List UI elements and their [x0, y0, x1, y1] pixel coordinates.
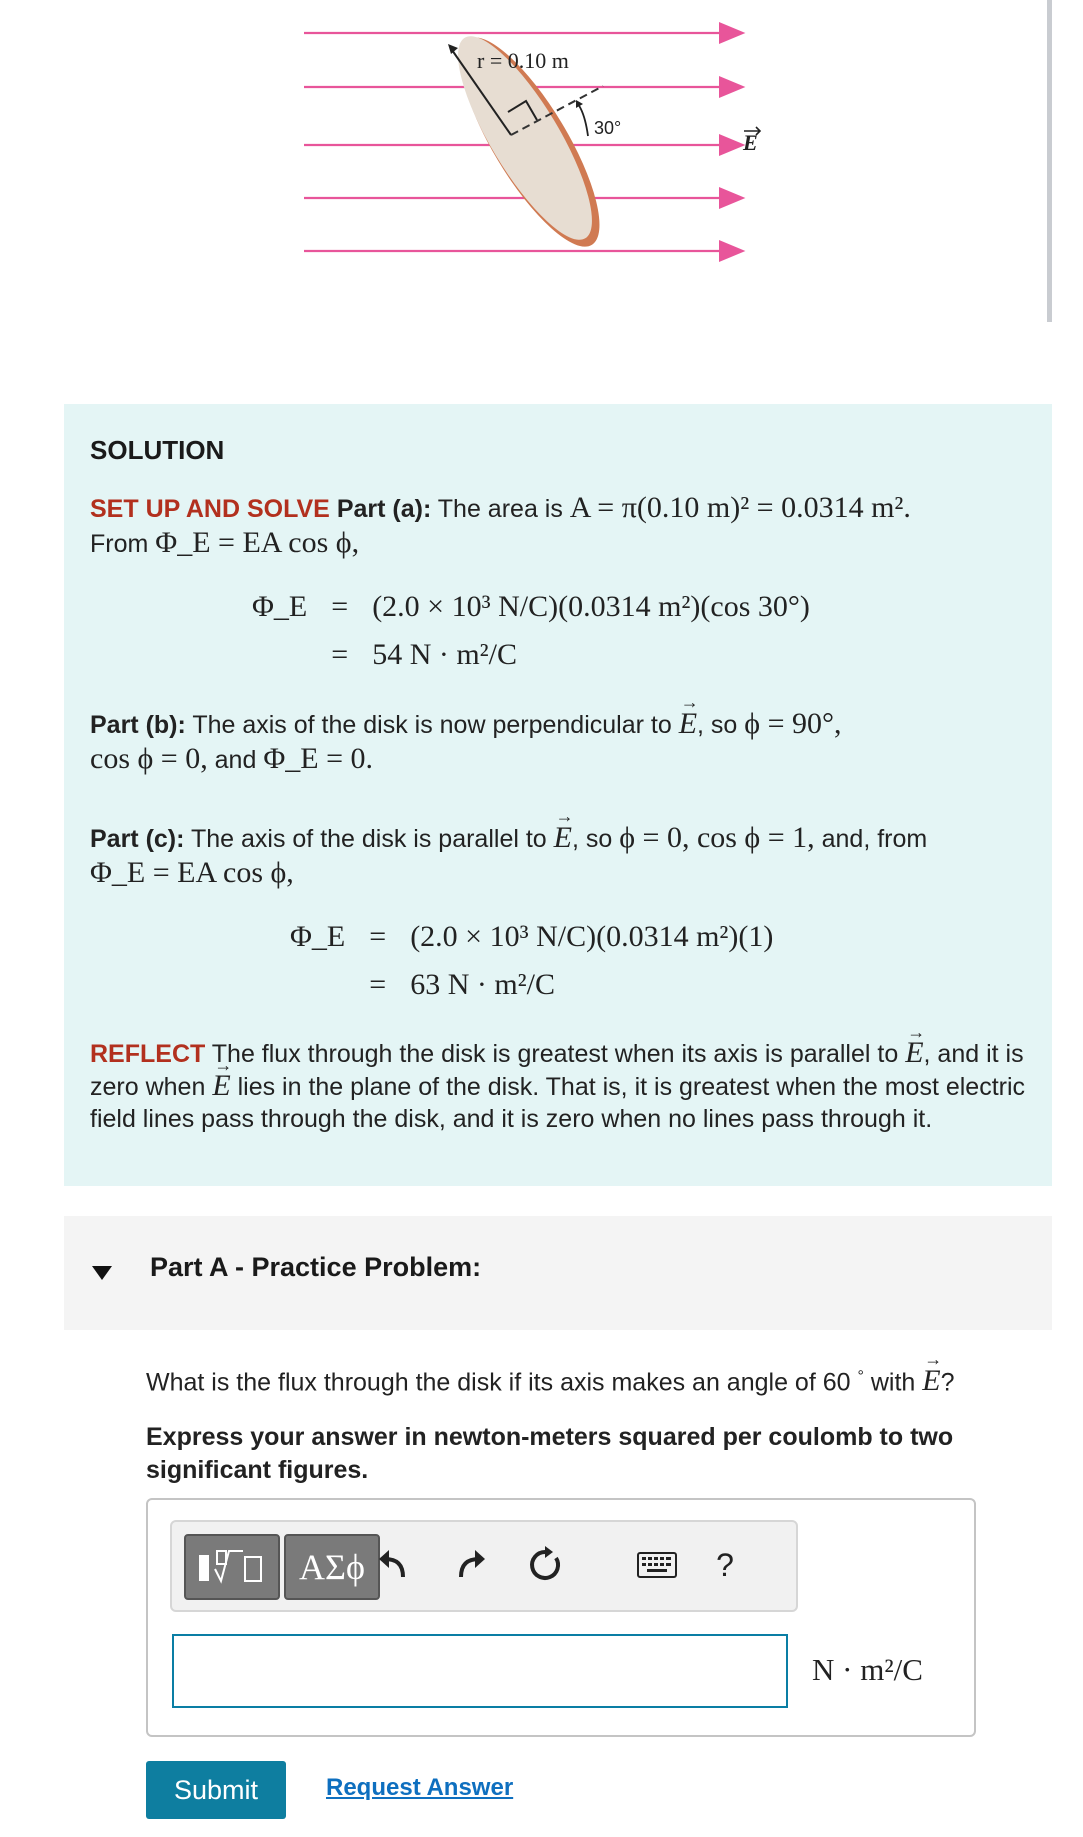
part-a-header[interactable]: [64, 1216, 1052, 1330]
part-b-paragraph: [90, 707, 1026, 777]
instruction-text: Express your answer in newton-meters squared per coulomb to two significant figures.: [146, 1423, 954, 1485]
reset-icon[interactable]: [520, 1540, 570, 1590]
reflect-paragraph: REFLECT The flux through the disk is greatest when its axis is parallel to → E, and it is zero when → E lies in the plane of the disk. That is, it is greatest when the most electric field lines pass through the disk, and it is zero when no lines pass through it.: [90, 1037, 1026, 1135]
part-a-label: Part (a):: [336, 495, 432, 523]
eq-line-1: (2.0 × 10³ N/C)(0.0314 m²)(1): [410, 920, 774, 953]
reflect-text: The flux through the disk is greatest when its axis is parallel to: [211, 1040, 899, 1068]
math-toolbar: [170, 1520, 798, 1612]
eq-lhs: Φ_E: [290, 920, 346, 953]
field-vector: → E: [922, 1364, 940, 1397]
part-b-text: and: [214, 746, 257, 774]
field-label: E: [743, 130, 758, 155]
greek-symbols-button[interactable]: ΑΣϕ: [284, 1534, 380, 1600]
eq-lhs: Φ_E: [252, 590, 308, 623]
field-vector: → E: [554, 821, 572, 854]
question-block: [146, 1360, 1026, 1487]
reflect-text: and it is zero when: [90, 1040, 1024, 1101]
from-text: From: [90, 530, 149, 558]
part-b-math: ϕ = 90°,: [744, 707, 842, 740]
setup-paragraph: [90, 491, 1026, 561]
field-vector: → E: [905, 1037, 923, 1069]
question-text: What is the flux through the disk if its axis makes an angle of 60 ° with → E?: [146, 1360, 1026, 1399]
eq-line-2: 54 N · m²/C: [372, 638, 518, 671]
area-equation: A = π(0.10 m)² = 0.0314 m².: [569, 491, 911, 524]
submit-button[interactable]: Submit: [146, 1761, 286, 1819]
flux-calc-a: [240, 583, 822, 679]
templates-button[interactable]: [184, 1534, 280, 1600]
part-c-text: , so: [571, 825, 613, 853]
eq-line-1: (2.0 × 10³ N/C)(0.0314 m²)(cos 30°): [372, 590, 810, 623]
setup-text: The area is: [437, 495, 563, 523]
solution-panel: [64, 404, 1052, 1186]
part-c-math: Φ_E = EA cos ϕ,: [90, 856, 294, 889]
request-answer-link[interactable]: Request Answer: [326, 1774, 514, 1801]
flux-calc-c: [278, 913, 785, 1009]
part-c-text: The axis of the disk is parallel to: [190, 825, 547, 853]
collapse-triangle-icon[interactable]: [92, 1266, 112, 1280]
keyboard-icon[interactable]: [632, 1540, 682, 1590]
angle-label: 30°: [594, 118, 622, 138]
part-b-text: The axis of the disk is now perpendicular to: [192, 711, 672, 739]
templates-icon: [197, 1547, 267, 1587]
reflect-text: lies in the plane of the disk. That is, it is greatest when the most electric field lines pass through the disk, and it is zero when no lines pass through it.: [90, 1073, 1026, 1133]
field-vector: → E: [212, 1070, 230, 1102]
eq-sign: =: [369, 968, 387, 1001]
part-c-text: and, from: [821, 825, 928, 853]
help-button[interactable]: ?: [716, 1546, 734, 1583]
redo-icon[interactable]: [446, 1540, 496, 1590]
reflect-heading: REFLECT: [90, 1040, 206, 1068]
part-b-math: Φ_E = 0.: [263, 742, 374, 775]
flux-formula: Φ_E = EA cos ϕ,: [155, 526, 360, 559]
scrollbar[interactable]: [1047, 0, 1052, 322]
answer-panel: [146, 1498, 976, 1737]
part-c-label: Part (c):: [90, 825, 185, 853]
part-a-title: Part A - Practice Problem:: [150, 1252, 482, 1282]
part-b-text: , so: [697, 711, 738, 739]
disk-field-diagram: [0, 0, 1083, 360]
setup-heading: SET UP AND SOLVE: [90, 495, 330, 523]
part-c-paragraph: [90, 821, 1026, 891]
eq-sign: =: [369, 920, 387, 953]
undo-icon[interactable]: [368, 1540, 418, 1590]
answer-input[interactable]: [172, 1634, 788, 1708]
eq-line-2: 63 N · m²/C: [410, 968, 556, 1001]
part-c-math: ϕ = 0, cos ϕ = 1,: [619, 821, 815, 854]
radius-label: r = 0.10 m: [477, 48, 569, 73]
field-vector: → E: [679, 707, 697, 740]
unit-label: N · m²/C: [812, 1652, 923, 1687]
solution-title: SOLUTION: [90, 435, 225, 465]
eq-sign: =: [331, 590, 349, 623]
eq-sign: =: [331, 638, 349, 671]
angle-marker: [576, 100, 588, 136]
part-b-label: Part (b):: [90, 711, 186, 739]
part-b-math: cos ϕ = 0,: [90, 742, 208, 775]
